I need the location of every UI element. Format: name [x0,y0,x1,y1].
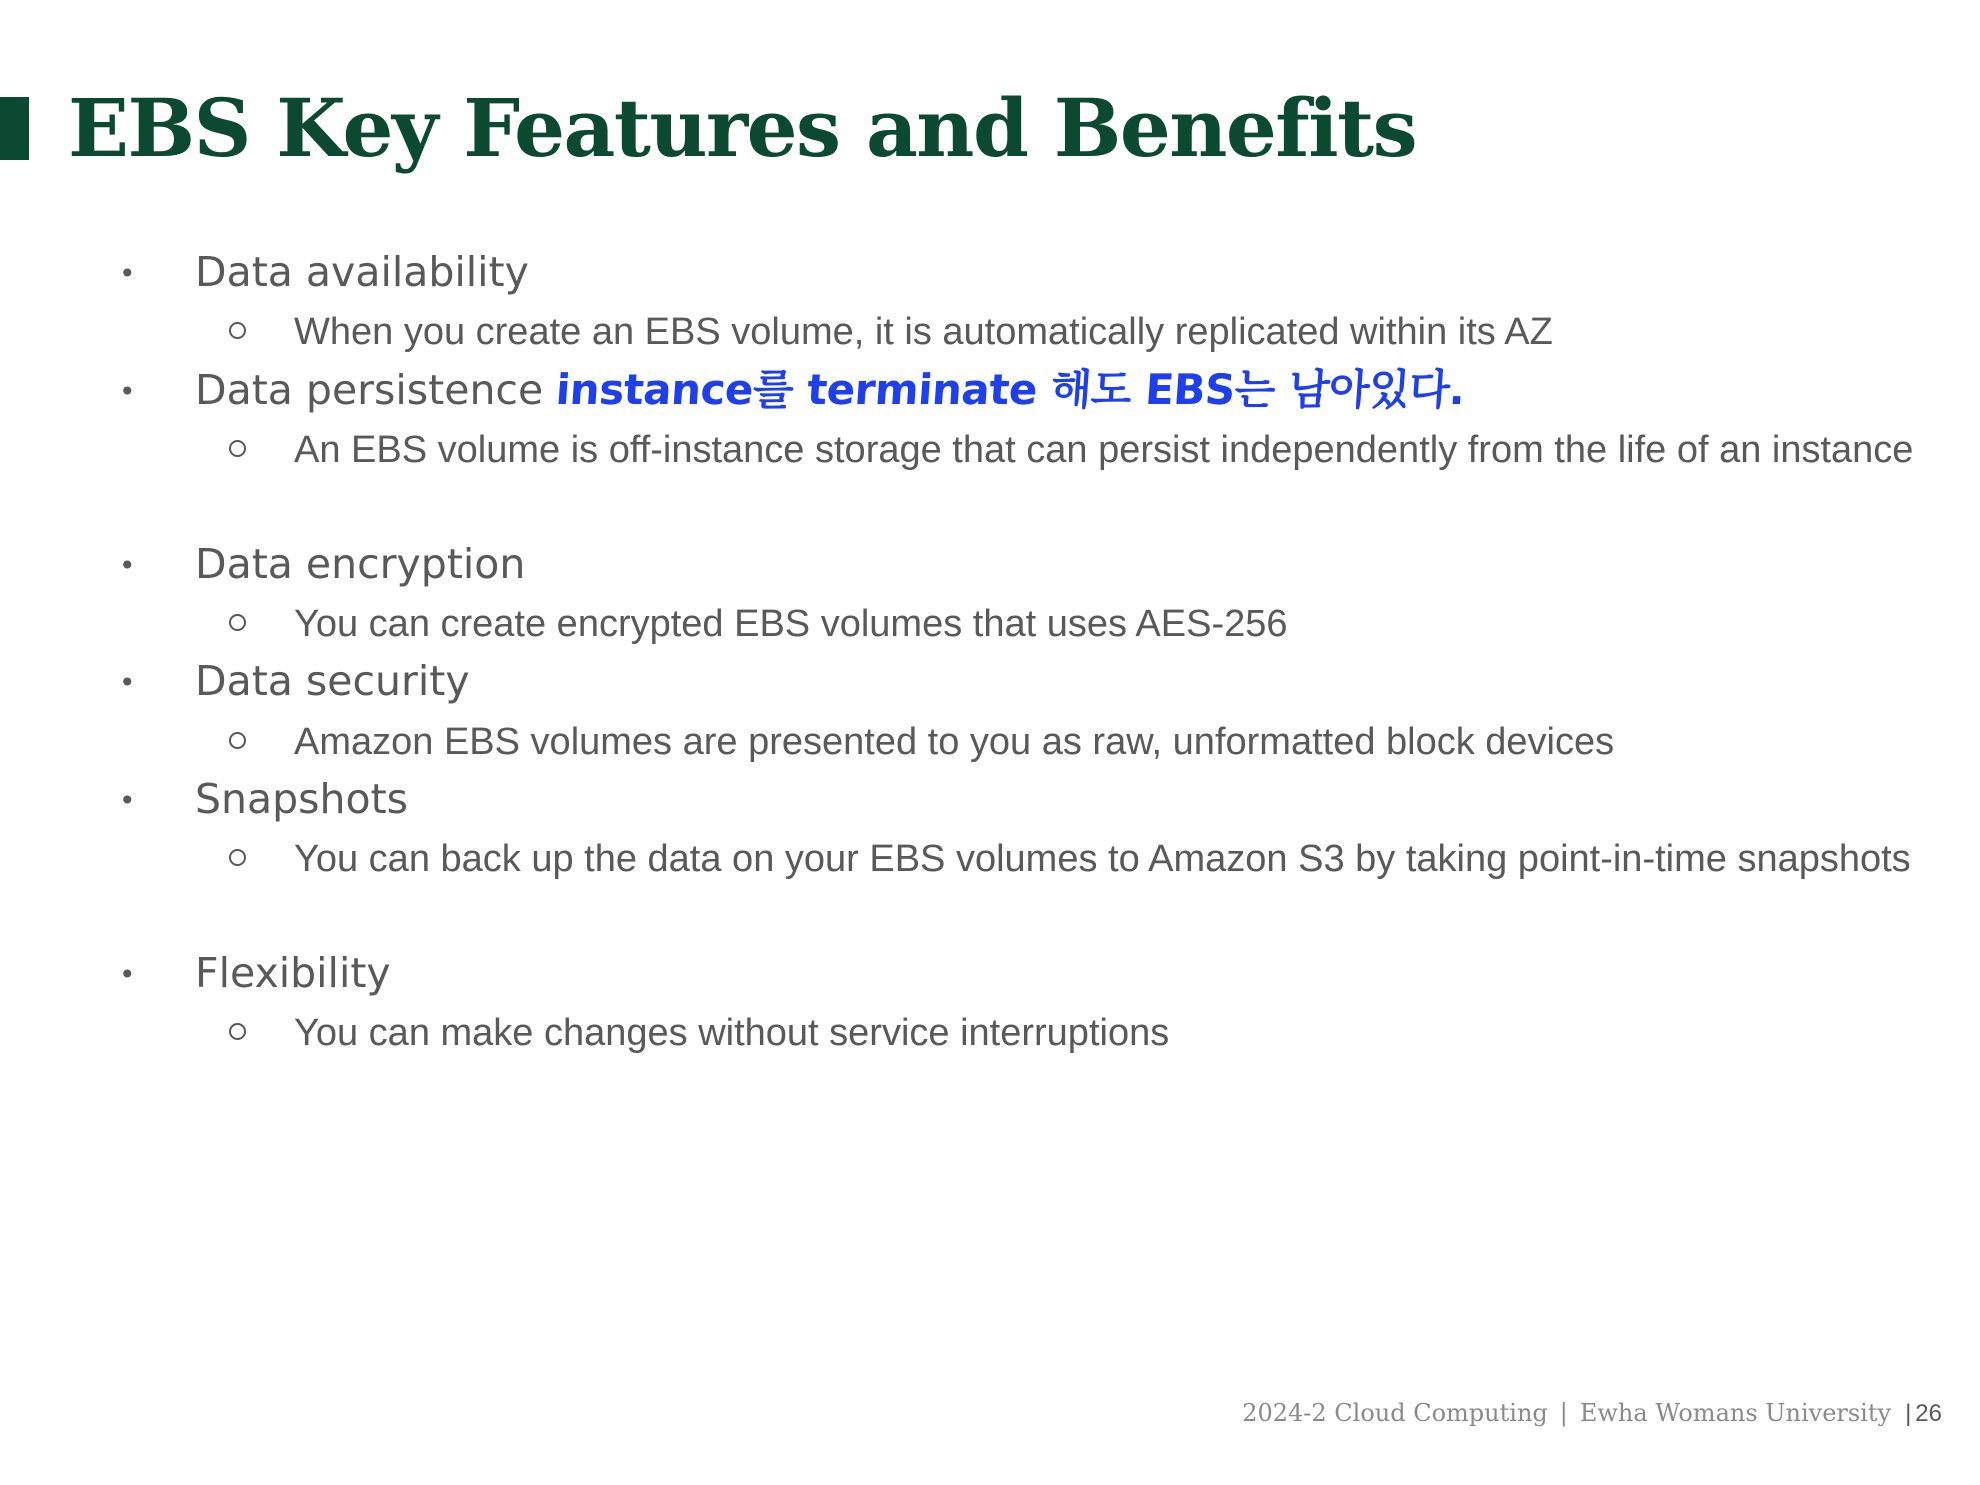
sub-item-flexibility: You can make changes without service interruptions [294,1012,1170,1054]
sub-bullet-icon [229,322,246,339]
sub-bullet-icon [229,614,246,631]
slide-title: EBS Key Features and Benefits [68,81,1417,175]
page-number: 26 [1915,1400,1942,1427]
title-accent-bar [0,97,29,160]
footer-page-separator: | [1905,1400,1912,1427]
bullet-snapshots: Snapshots [195,775,409,823]
bullet-data-persistence: Data persistence [195,366,544,414]
bullet-icon: • [119,958,136,991]
bullet-data-availability: Data availability [195,248,529,296]
sub-item-data-security: Amazon EBS volumes are presented to you as raw, unformatted block devices [294,721,1615,763]
bullet-icon: • [119,549,136,582]
bullet-flexibility: Flexibility [195,949,391,997]
sub-item-snapshots: You can back up the data on your EBS volumes to Amazon S3 by taking point-in-time snapshots [294,838,1911,880]
bullet-icon: • [119,784,136,817]
sub-bullet-icon [229,732,246,749]
bullet-data-security: Data security [195,657,470,705]
handwritten-annotation: instance를 terminate 해도 EBS는 남아있다. [554,365,1467,414]
sub-bullet-icon [229,1023,246,1040]
sub-bullet-icon [229,440,246,457]
sub-bullet-icon [229,849,246,866]
footer-course: 2024-2 Cloud Computing [1242,1399,1548,1427]
footer-university: Ewha Womans University [1579,1399,1892,1427]
bullet-icon: • [119,257,136,290]
sub-item-data-encryption: You can create encrypted EBS volumes that uses AES-256 [294,603,1288,645]
bullet-data-encryption: Data encryption [195,540,526,588]
footer-separator: | [1559,1399,1568,1427]
sub-item-data-persistence: An EBS volume is off-instance storage that can persist independently from the life of an instance [294,429,1914,471]
slide-footer [1242,1395,1942,1432]
bullet-icon: • [119,666,136,699]
bullet-icon: • [119,375,136,408]
sub-item-data-availability: When you create an EBS volume, it is automatically replicated within its AZ [294,311,1553,353]
